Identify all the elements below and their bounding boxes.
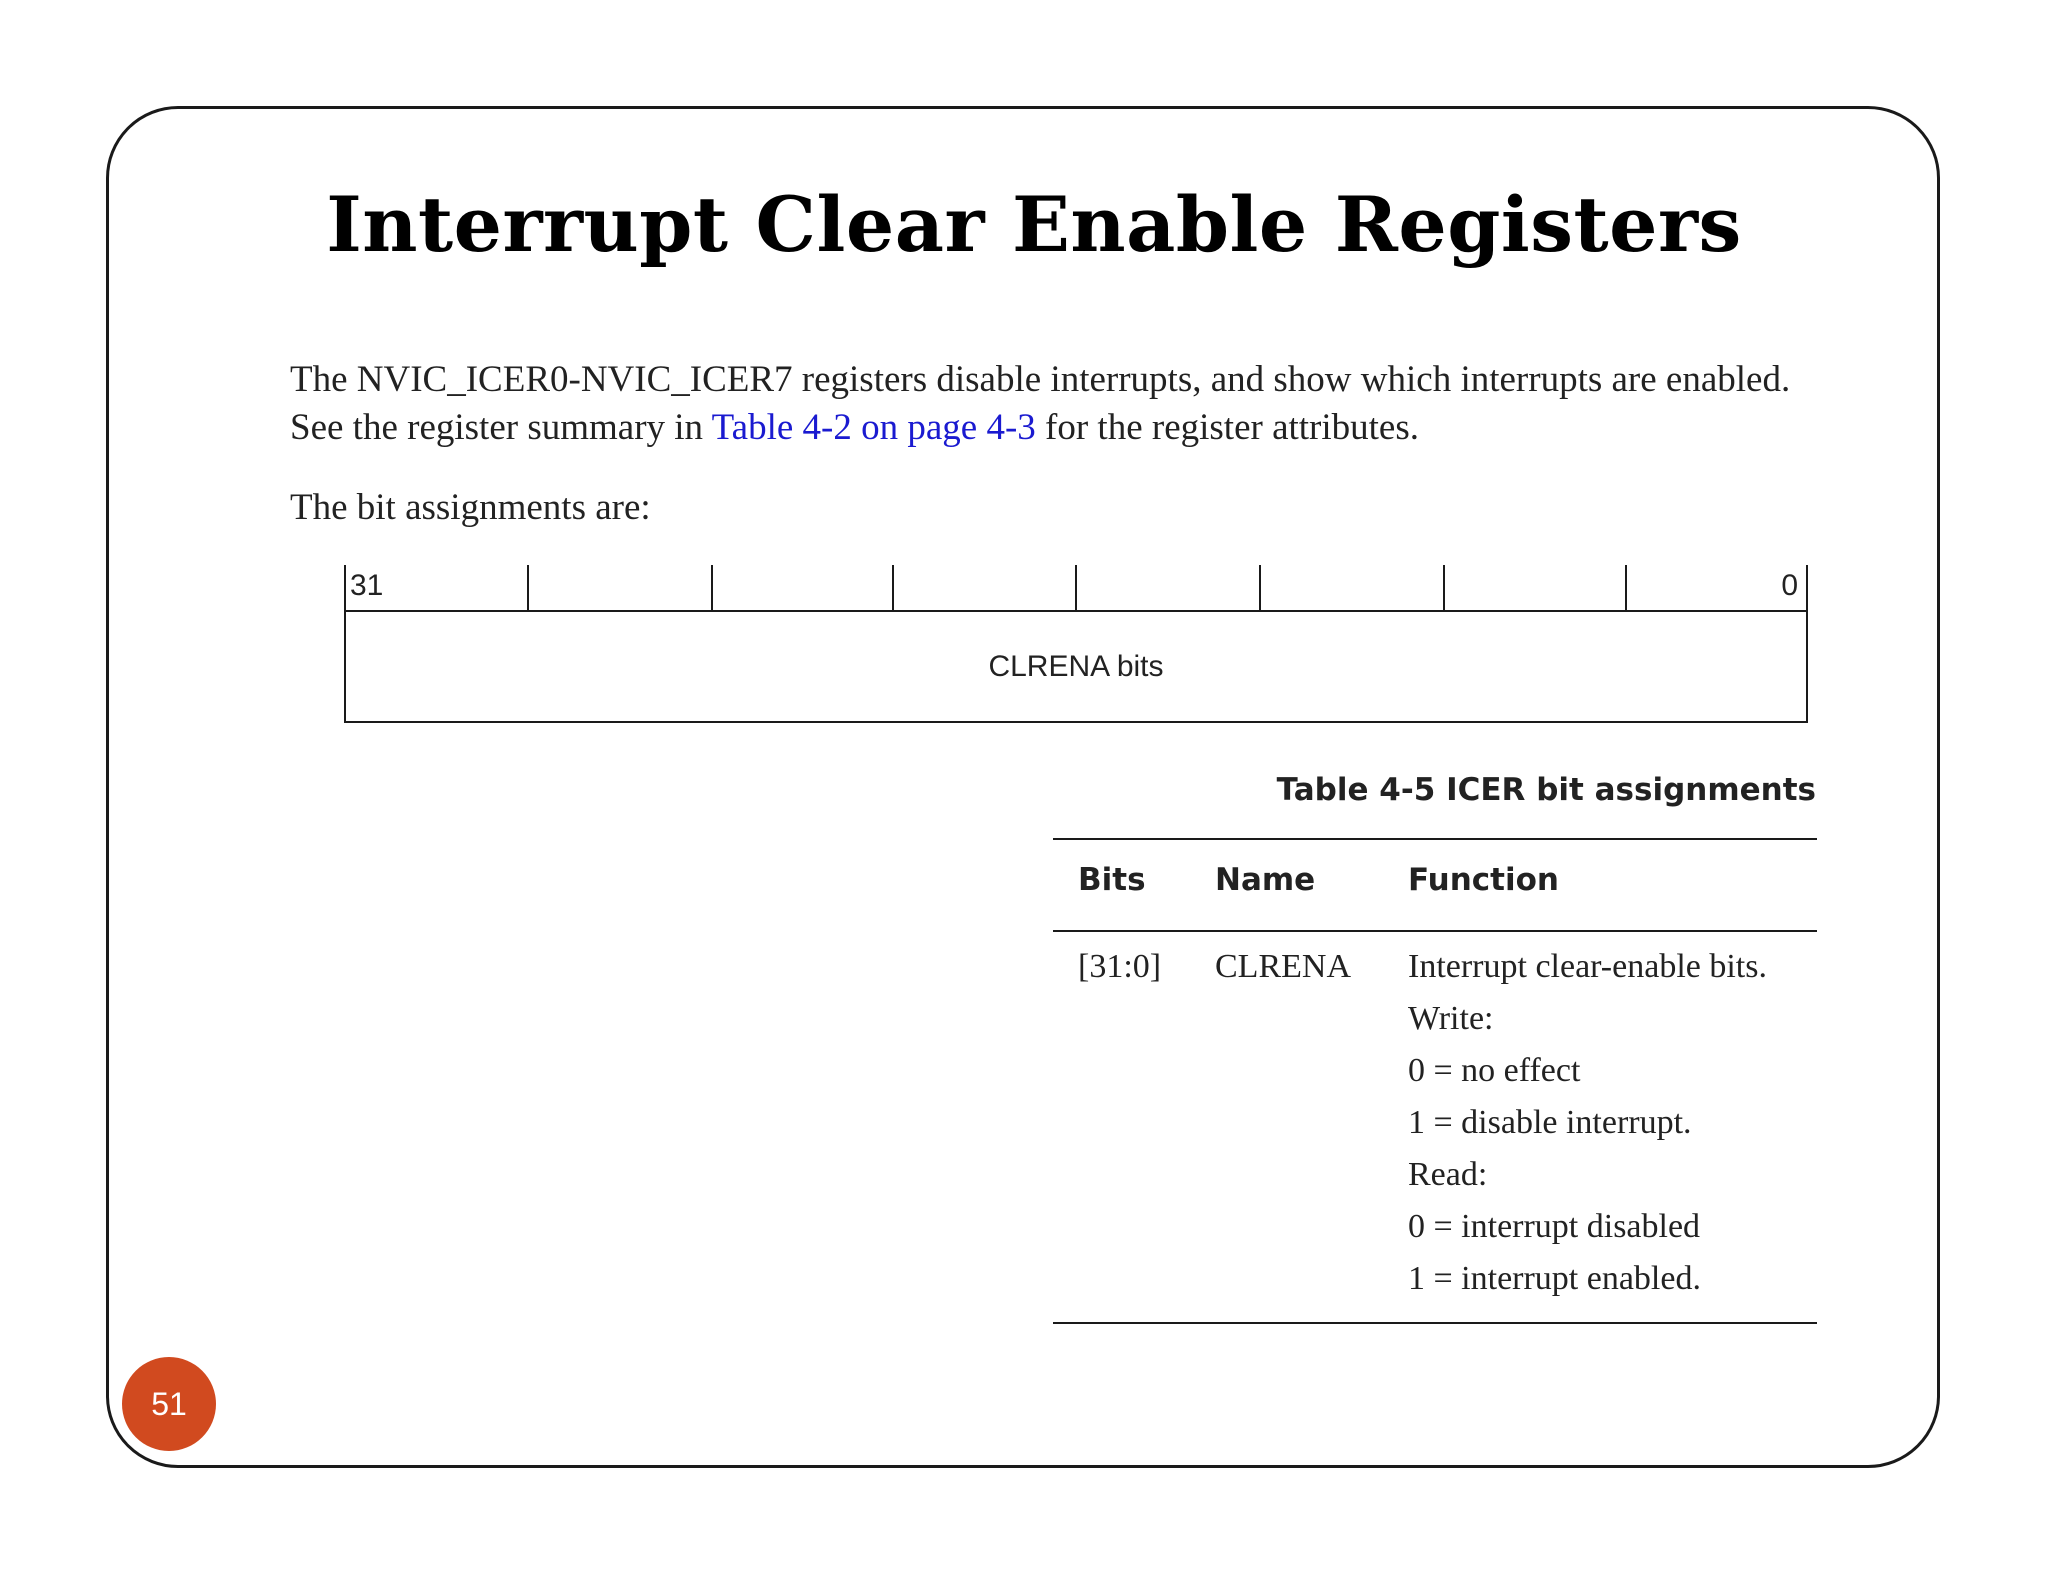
register-high-bit: 31 (350, 569, 384, 602)
function-line: Read: (1408, 1156, 1488, 1193)
register-field-label: CLRENA bits (988, 650, 1164, 683)
function-line: Write: (1408, 1000, 1494, 1037)
table-top-rule (1053, 838, 1817, 840)
cell-name: CLRENA (1215, 948, 1351, 985)
table-header-rule (1053, 930, 1817, 932)
register-tick (711, 565, 713, 612)
intro-paragraph (290, 356, 1810, 452)
function-line: 0 = interrupt disabled (1408, 1208, 1701, 1245)
table-caption: Table 4-5 ICER bit assignments (1276, 772, 1816, 808)
register-diagram (344, 565, 1808, 723)
function-line: 0 = no effect (1408, 1052, 1581, 1089)
register-tick (1806, 565, 1808, 612)
slide-title: Interrupt Clear Enable Registers (326, 180, 1742, 269)
register-tick (344, 565, 346, 612)
intro-text-start: The NVIC_ICER0-NVIC_ICER7 registers disable interrupts, and show which interrupts are enabled. See the register summary in (290, 359, 1791, 448)
cell-bits: [31:0] (1078, 948, 1162, 985)
register-low-bit: 0 (1781, 569, 1798, 602)
page-number-badge: 51 (122, 1357, 216, 1451)
header-name: Name (1215, 862, 1316, 898)
bit-assignments-intro: The bit assignments are: (290, 487, 651, 528)
function-line: 1 = disable interrupt. (1408, 1104, 1692, 1141)
intro-text-end: for the register attributes. (1035, 407, 1420, 448)
header-function: Function (1408, 862, 1559, 898)
header-bits: Bits (1078, 862, 1146, 898)
register-tick (892, 565, 894, 612)
register-tick (527, 565, 529, 612)
table-bottom-rule (1053, 1322, 1817, 1324)
function-line: 1 = interrupt enabled. (1408, 1260, 1701, 1297)
register-tick (1625, 565, 1627, 612)
function-line: Interrupt clear-enable bits. (1408, 948, 1767, 985)
register-tick (1075, 565, 1077, 612)
register-tick (1443, 565, 1445, 612)
register-tick (1259, 565, 1261, 612)
table-reference-link[interactable]: Table 4-2 on page 4-3 (711, 407, 1036, 448)
